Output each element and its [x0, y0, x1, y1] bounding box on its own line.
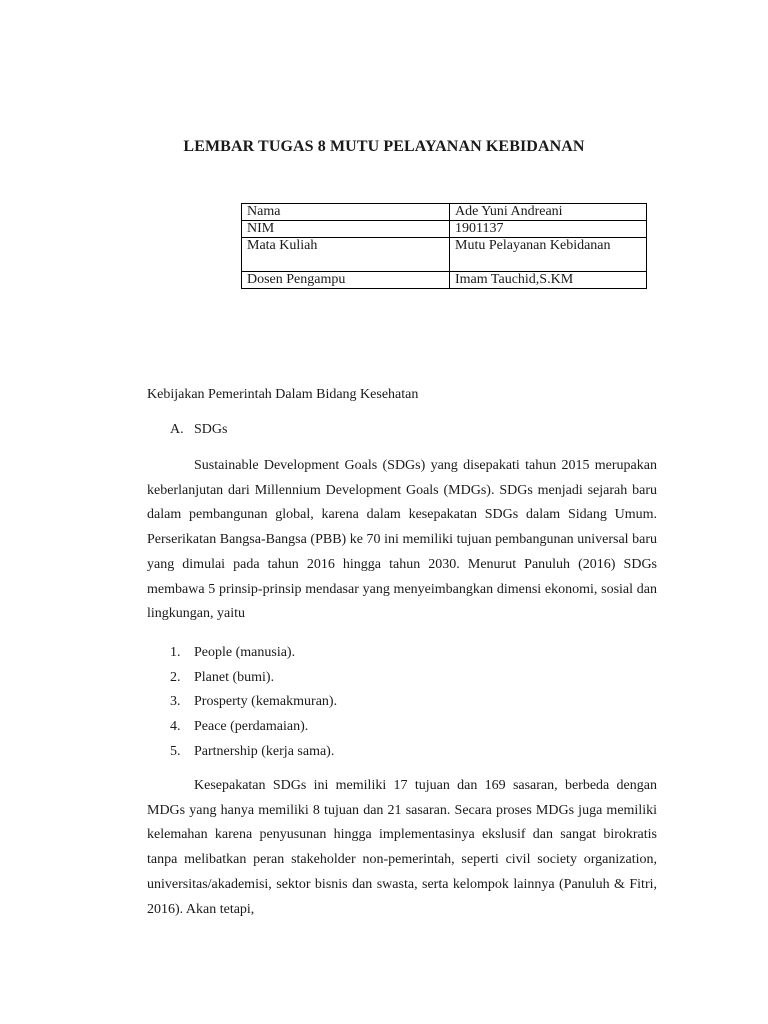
document-title: LEMBAR TUGAS 8 MUTU PELAYANAN KEBIDANAN	[183, 138, 585, 155]
table-row	[242, 272, 647, 289]
section-a-heading	[170, 422, 227, 438]
table-row	[242, 204, 647, 221]
list-number: 2.	[170, 669, 181, 685]
list-text: Partnership (kerja sama).	[194, 743, 335, 759]
paragraph-sdgs-comparison: Kesepakatan SDGs ini memiliki 17 tujuan dan 169 sasaran, berbeda dengan MDGs yang hanya memiliki 8 tujuan dan 21 sasaran. Secara proses MDGs juga memiliki kelemahan karena penyusunan hingga implementasinya ekslusif dan sangat birokratis tanpa melibatkan peran stakeholder non-pemerintah, seperti civil society organization, universitas/akademisi, sektor bisnis dan swasta, serta kelompok lainnya (Panuluh & Fitri, 2016). Akan tetapi,	[147, 778, 657, 917]
section-a-label: SDGs	[194, 422, 228, 437]
list-text: Planet (bumi).	[194, 669, 275, 685]
list-item	[170, 690, 337, 715]
list-text: People (manusia).	[194, 645, 296, 660]
list-text: Peace (perdamaian).	[194, 719, 309, 735]
list-number: 3.	[170, 694, 181, 710]
student-info-table	[241, 203, 647, 289]
info-value-nim: 1901137	[450, 221, 647, 238]
info-label-nim: NIM	[242, 221, 450, 238]
info-value-lecturer: Imam Tauchid,S.KM	[450, 272, 647, 289]
list-item	[170, 715, 337, 740]
info-label-course: Mata Kuliah	[242, 238, 450, 272]
table-row	[242, 238, 647, 272]
list-number: 1.	[170, 645, 181, 660]
info-label-lecturer: Dosen Pengampu	[242, 272, 450, 289]
info-value-name: Ade Yuni Andreani	[450, 204, 647, 221]
section-a-letter: A.	[170, 422, 184, 437]
list-number: 4.	[170, 719, 181, 735]
principles-list	[170, 641, 337, 764]
info-value-course: Mutu Pelayanan Kebidanan	[450, 238, 647, 272]
list-item	[170, 641, 337, 666]
list-text: Prosperty (kemakmuran).	[194, 694, 338, 710]
paragraph-sdgs-intro: Sustainable Development Goals (SDGs) yang disepakati tahun 2015 merupakan keberlanjutan dari Millennium Development Goals (MDGs). SDGs menjadi sejarah baru dalam pembangunan global, karena dalam kesepakatan SDGs dalam Sidang Umum. Perserikatan Bangsa-Bangsa (PBB) ke 70 ini memiliki tujuan pembangunan universal baru yang dimulai pada tahun 2016 hingga tahun 2030. Menurut Panuluh (2016) SDGs membawa 5 prinsip-prinsip mendasar yang menyeimbangkan dimensi ekonomi, sosial dan lingkungan, yaitu	[147, 458, 657, 622]
list-number: 5.	[170, 743, 181, 759]
section-heading: Kebijakan Pemerintah Dalam Bidang Kesehatan	[147, 387, 419, 402]
table-row	[242, 221, 647, 238]
list-item	[170, 666, 337, 691]
info-label-name: Nama	[242, 204, 450, 221]
list-item	[170, 740, 337, 765]
